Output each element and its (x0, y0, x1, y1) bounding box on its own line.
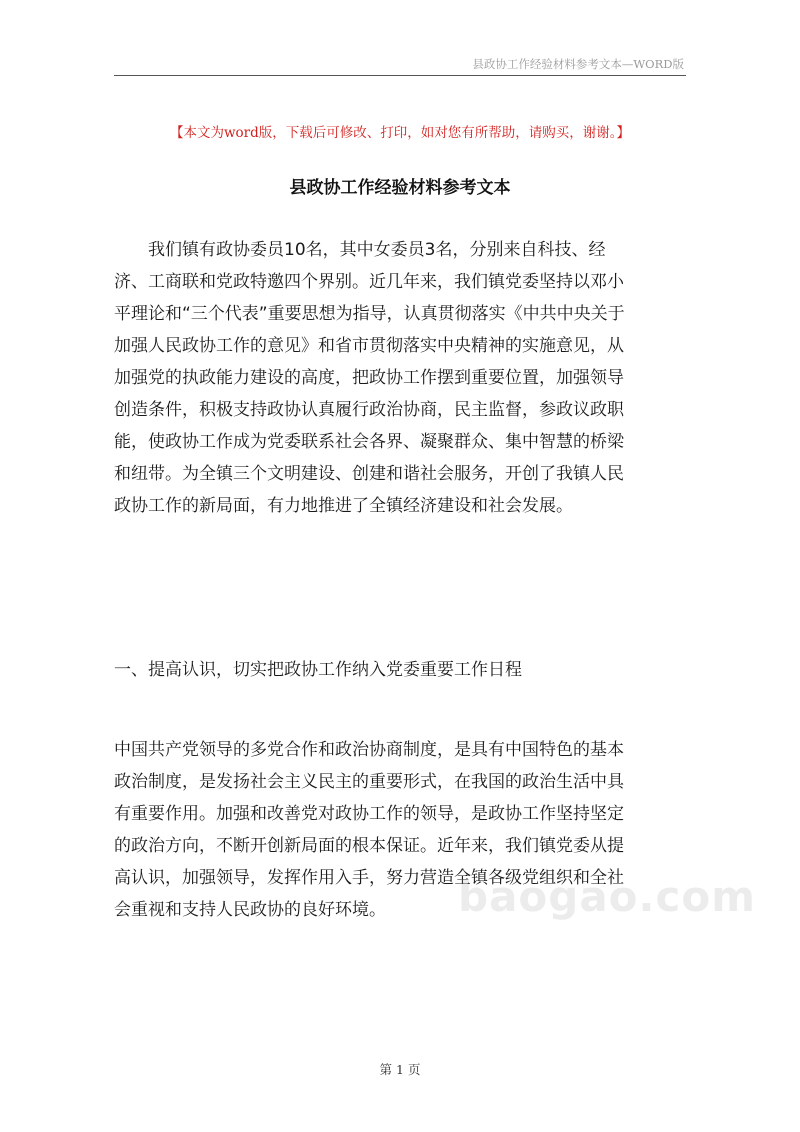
paragraph-line: 高认识，加强领导，发挥作用入手，努力营造全镇各级党组织和全社 (114, 868, 624, 888)
paragraph-line: 政协工作的新局面，有力地推进了全镇经济建设和社会发展。 (114, 496, 573, 516)
paragraph-line: 加强人民政协工作的意见》和省市贯彻落实中央精神的实施意见，从 (114, 336, 624, 356)
paragraph-line: 能，使政协工作成为党委联系社会各界、凝聚群众、集中智慧的桥梁 (114, 432, 624, 452)
paragraph-line: 会重视和支持人民政协的良好环境。 (114, 900, 386, 920)
paragraph-line: 的政治方向，不断开创新局面的根本保证。近年来，我们镇党委从提 (114, 836, 624, 856)
page-header-text: 县政协工作经验材料参考文本—WORD版 (472, 57, 684, 71)
paragraph-line: 我们镇有政协委员10名，其中女委员3名，分别来自科技、经 (148, 240, 606, 260)
paragraph-line: 有重要作用。加强和改善党对政协工作的领导，是政协工作坚持坚定 (114, 804, 624, 824)
header-divider (114, 75, 686, 76)
paragraph-line: 创造条件，积极支持政协认真履行政治协商，民主监督，参政议政职 (114, 400, 624, 420)
paragraph-line: 平理论和“三个代表”重要思想为指导，认真贯彻落实《中共中央关于 (114, 304, 625, 324)
watermark: baogao.com (458, 872, 756, 921)
paragraph-line: 政治制度，是发扬社会主义民主的重要形式，在我国的政治生活中具 (114, 772, 624, 792)
paragraph-line: 加强党的执政能力建设的高度，把政协工作摆到重要位置，加强领导 (114, 368, 624, 388)
section-heading (114, 654, 686, 686)
paragraph-line: 中国共产党领导的多党合作和政治协商制度，是具有中国特色的基本 (114, 740, 624, 760)
section-heading-text: 一、提高认识，切实把政协工作纳入党委重要工作日程 (114, 660, 522, 680)
paragraph-line: 和纽带。为全镇三个文明建设、创建和谐社会服务，开创了我镇人民 (114, 464, 624, 484)
document-title: 县政协工作经验材料参考文本 (289, 178, 511, 198)
paragraph-line: 济、工商联和党政特邀四个界别。近几年来，我们镇党委坚持以邓小 (114, 272, 624, 292)
paragraph-1 (114, 234, 686, 522)
purchase-notice: 【本文为word版，下载后可修改、打印，如对您有所帮助，请购买，谢谢。】 (169, 125, 631, 141)
page-number: 第 1 页 (379, 1062, 421, 1077)
